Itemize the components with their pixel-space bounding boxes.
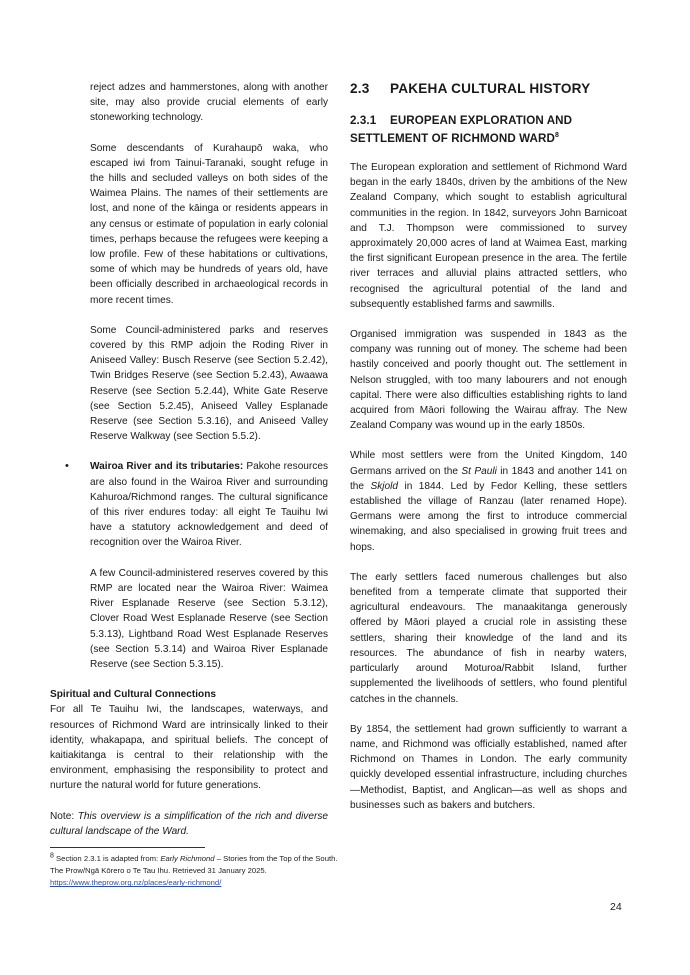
subsection-heading-2-3-1 xyxy=(350,112,627,147)
text-run: in 1843 and another 141 on the xyxy=(350,465,628,492)
ship-name-skjold: Skjold xyxy=(370,480,398,492)
paragraph-german-settlers xyxy=(350,448,627,554)
paragraph-roding-reserves: Some Council-administered parks and reserves covered by this RMP adjoin the Roding River in Aniseed Valley: Busch Reserve (see Section 5.2.42), Twin Bridges Reserve (see Section 5.2.43), Awaawa Reserve (see Section 5.2.44), White Gate Reserve (see Section 5.2.45), Aniseed Valley Esplanade Reserve (see Section 5.3.16), and Aniseed Valley Reserve Walkway (see Section 5.5.2). xyxy=(90,324,328,443)
section-title: PAKEHA CULTURAL HISTORY xyxy=(390,81,591,96)
note-text: This overview is a simplification of the rich and diverse cultural landscape of the Ward. xyxy=(50,810,328,837)
paragraph-exploration: The European exploration and settlement of Richmond Ward began in the early 1840s, driven by the ambitions of the New Zealand Company, which sought to establish agricultural communities in the region. In 1842, surveyors John Barnicoat and T.J. Thompson were commissioned to survey approximately 20,000 acres of land at Waimea East, marking the first significant European presence in the area. The fertile river terraces and alluvial plains attracted settlers, who recognised the agricultural potential of the land and subsequently established farms and sawmills. xyxy=(350,162,627,310)
bullet-title: Wairoa River and its tributaries: xyxy=(90,461,244,473)
paragraph-kurahaupo: Some descendants of Kurahaupō waka, who escaped iwi from Tainui-Taranaki, sought refuge in the hills and secluded valleys on both sides of the Waimea Plains. The names of their settlements are lost, and none of the kāinga or residents appears in any census or estimate of population in early colonial times, perhaps because the refugees were keeping a low profile. Few of these habitations or cultivations, some of which may be hundreds of years old, have been officially described in archaeological records in more recent times. xyxy=(90,142,328,306)
note-label: Note: xyxy=(50,810,75,822)
text-run: in 1844. Led by Fedor Kelling, these settlers established the village of Ranzau (later renamed Hope). Germans were among the first to introduce commercial winemaking, and also specialised in growing fruit trees and hops. xyxy=(350,480,627,553)
ship-name-st-pauli: St Pauli xyxy=(461,465,497,477)
bullet-paragraph xyxy=(90,459,328,550)
footnote xyxy=(50,853,340,890)
bullet-icon: • xyxy=(65,460,69,473)
paragraph-stoneworking: reject adzes and hammerstones, along with another site, may also provide crucial elements of early stoneworking technology. xyxy=(90,82,328,124)
paragraph-wairoa-reserves: A few Council-administered reserves covered by this RMP are located near the Wairoa River: Waimea River Esplanade Reserve (see Section 5.3.12), Clover Road West Esplanade Reserve (see Section 5.3.13), Lightband Road West Esplanade Reserves (see Section 5.3.14) and Wairoa River Esplanade Reserve (see Section 5.3.15). xyxy=(90,567,328,670)
paragraph-immigration: Organised immigration was suspended in 1843 as the company was running out of money. The scheme had been hastily conceived and poorly thought out. The settlement in Nelson struggled, with too many labourers and not enough capital. There were also difficulties establishing rights to land acquired from Māori following the Wairau affray. The New Zealand Company was wound up in the early 1850s. xyxy=(350,329,627,432)
text-run: While most settlers were from the United Kingdom, 140 Germans arrived on the xyxy=(350,450,627,477)
footnote-text: Section 2.3.1 is adapted from: xyxy=(56,854,161,863)
subsection-number: 2.3.1 xyxy=(350,114,377,127)
footnote-source-title: Early Richmond xyxy=(160,854,215,863)
footnote-reference[interactable]: 8 xyxy=(554,131,559,139)
section-heading-2-3 xyxy=(350,80,627,98)
bullet-item-wairoa xyxy=(65,459,328,550)
paragraph-richmond-named: By 1854, the settlement had grown sufficiently to warrant a name, and Richmond was officially established, named after Richmond on Thames in London. The early community quickly developed essential infrastructure, including churches—Methodist, Baptist, and Anglican—as well as shops and businesses such as bakers and butchers. xyxy=(350,723,627,811)
note-paragraph xyxy=(50,809,328,839)
footnote-divider xyxy=(50,847,205,848)
left-column xyxy=(50,80,328,839)
bullet-text: Pakohe resources are also found in the Wairoa River and surrounding Kahuroa/Richmond ranges. The cultural significance of this river endures today: all eight Te Tauihu Iwi have a statutory acknowledgement and deed of recognition over the Wairoa River. xyxy=(90,461,328,549)
section-heading-spiritual: Spiritual and Cultural Connections xyxy=(50,689,216,701)
footnote-number: 8 xyxy=(50,852,54,860)
section-number: 2.3 xyxy=(350,81,370,96)
footnote-link[interactable]: https://www.theprow.org.nz/places/early-richmond/ xyxy=(50,878,222,888)
paragraph-spiritual: For all Te Tauihu Iwi, the landscapes, waterways, and resources of Richmond Ward are intrinsically linked to their identity, whakapapa, and spiritual beliefs. The concept of kaitiakitanga is central to their relationship with the environment, emphasising the responsibility to protect and nurture the natural world for future generations. xyxy=(50,704,328,792)
subsection-title: EUROPEAN EXPLORATION AND SETTLEMENT OF RICHMOND WARD xyxy=(350,114,573,145)
right-column xyxy=(350,80,627,813)
footnote-text-rest: – Stories from the Top of the South. The Prow/Ngā Kōrero o Te Tau Ihu. Retrieved 31 January 2025. xyxy=(50,854,338,876)
paragraph-challenges: The early settlers faced numerous challenges but also benefited from a temperate climate that supported their agricultural endeavours. The manaakitanga generously offered by Māori played a crucial role in assisting these settlers, sharing their knowledge of the land and its resources. The abundance of fish in nearby waters, particularly around Moturoa/Rabbit Island, further supplemented the livelihoods of settlers, who found plentiful catches in the channels. xyxy=(350,571,627,705)
page-number: 24 xyxy=(610,901,622,913)
